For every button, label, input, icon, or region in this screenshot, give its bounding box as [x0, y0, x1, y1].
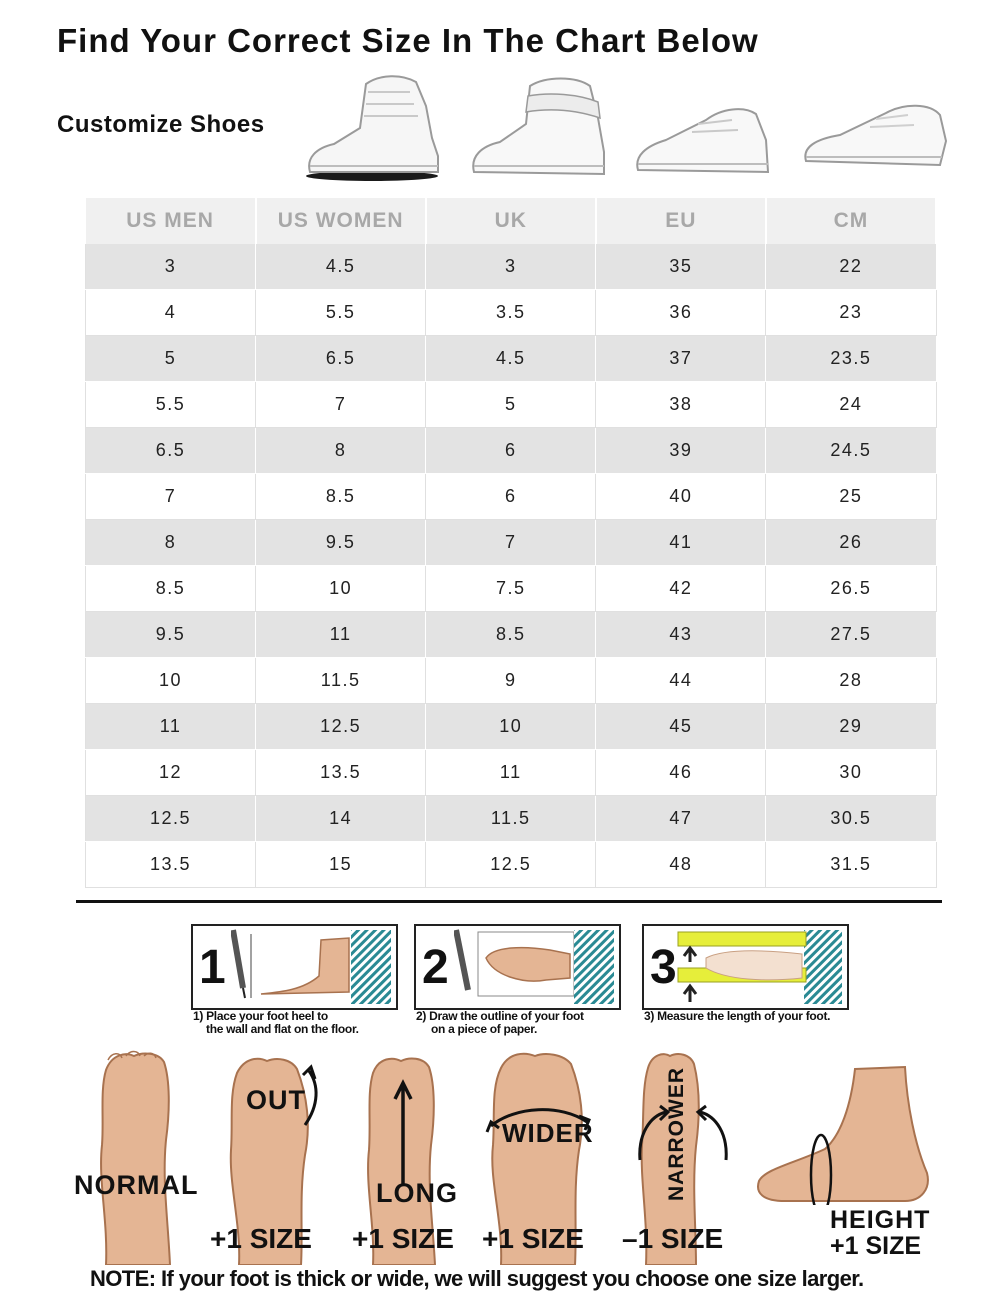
table-cell: 9.5 — [256, 520, 426, 566]
step-1-panel — [191, 924, 398, 1010]
table-row — [86, 474, 937, 520]
long-label: LONG — [376, 1178, 458, 1208]
table-row — [86, 290, 937, 336]
table-row — [86, 612, 937, 658]
table-cell: 12.5 — [426, 842, 596, 888]
table-cell: 26 — [766, 520, 936, 566]
wider-size-label: +1 SIZE — [482, 1223, 584, 1254]
foot-outline-illustration — [454, 928, 617, 1006]
table-cell: 12 — [86, 750, 256, 796]
long-size-label: +1 SIZE — [352, 1223, 454, 1254]
table-cell: 12.5 — [86, 796, 256, 842]
table-cell: 15 — [256, 842, 426, 888]
height-size-label: +1 SIZE — [830, 1232, 922, 1260]
table-cell: 9 — [426, 658, 596, 704]
table-cell: 24.5 — [766, 428, 936, 474]
table-cell: 30.5 — [766, 796, 936, 842]
table-cell: 7 — [426, 520, 596, 566]
column-header: CM — [766, 198, 936, 244]
step-2-panel — [414, 924, 621, 1010]
caption-line: 1) Place your foot heel to — [193, 1009, 328, 1023]
table-cell: 27.5 — [766, 612, 936, 658]
caption-line: 2) Draw the outline of your foot — [416, 1009, 584, 1023]
table-cell: 6.5 — [86, 428, 256, 474]
column-header: UK — [426, 198, 596, 244]
table-cell: 41 — [596, 520, 766, 566]
page-subtitle: Customize Shoes — [57, 111, 265, 138]
table-cell: 28 — [766, 658, 936, 704]
height-label: HEIGHT — [830, 1206, 931, 1234]
column-header: EU — [596, 198, 766, 244]
table-cell: 11.5 — [256, 658, 426, 704]
table-row — [86, 796, 937, 842]
height-foot-illustration — [755, 1065, 935, 1205]
velcro-high-top-image — [466, 72, 611, 184]
table-cell: 6.5 — [256, 336, 426, 382]
running-shoe-image — [800, 95, 950, 175]
table-cell: 36 — [596, 290, 766, 336]
table-cell: 8 — [86, 520, 256, 566]
out-label: OUT — [246, 1085, 306, 1115]
table-cell: 40 — [596, 474, 766, 520]
normal-foot-illustration — [96, 1050, 176, 1265]
size-chart-table — [85, 198, 937, 888]
table-cell: 42 — [596, 566, 766, 612]
table-row — [86, 428, 937, 474]
table-cell: 47 — [596, 796, 766, 842]
table-cell: 22 — [766, 244, 936, 290]
table-cell: 26.5 — [766, 566, 936, 612]
table-cell: 35 — [596, 244, 766, 290]
table-cell: 8.5 — [86, 566, 256, 612]
step-3-panel — [642, 924, 849, 1010]
table-cell: 8.5 — [256, 474, 426, 520]
step-number: 3 — [650, 941, 677, 994]
table-row — [86, 336, 937, 382]
table-cell: 6 — [426, 474, 596, 520]
table-cell: 11 — [256, 612, 426, 658]
table-cell: 48 — [596, 842, 766, 888]
table-cell: 45 — [596, 704, 766, 750]
table-row — [86, 704, 937, 750]
caption-line: on a piece of paper. — [431, 1022, 538, 1036]
narrower-label: NARROWER — [665, 1067, 688, 1201]
step-number: 1 — [199, 941, 226, 994]
table-row — [86, 658, 937, 704]
table-cell: 8 — [256, 428, 426, 474]
table-cell: 43 — [596, 612, 766, 658]
section-divider — [76, 900, 942, 903]
table-cell: 39 — [596, 428, 766, 474]
table-header-row — [86, 198, 937, 244]
table-cell: 12.5 — [256, 704, 426, 750]
caption-line: 3) Measure the length of your foot. — [644, 1009, 831, 1023]
table-cell: 11 — [86, 704, 256, 750]
table-cell: 11.5 — [426, 796, 596, 842]
table-cell: 11 — [426, 750, 596, 796]
page-title: Find Your Correct Size In The Chart Below — [57, 22, 759, 59]
column-header: US WOMEN — [256, 198, 426, 244]
table-cell: 38 — [596, 382, 766, 428]
table-row — [86, 566, 937, 612]
table-cell: 46 — [596, 750, 766, 796]
table-cell: 10 — [256, 566, 426, 612]
table-row — [86, 244, 937, 290]
table-row — [86, 750, 937, 796]
table-cell: 37 — [596, 336, 766, 382]
table-cell: 9.5 — [86, 612, 256, 658]
table-cell: 3.5 — [426, 290, 596, 336]
column-header: US MEN — [86, 198, 256, 244]
narrower-size-label: –1 SIZE — [622, 1223, 724, 1254]
table-cell: 10 — [426, 704, 596, 750]
normal-label: NORMAL — [74, 1170, 199, 1200]
table-cell: 14 — [256, 796, 426, 842]
table-cell: 8.5 — [426, 612, 596, 658]
table-cell: 4.5 — [426, 336, 596, 382]
table-cell: 5.5 — [256, 290, 426, 336]
table-cell: 3 — [86, 244, 256, 290]
table-cell: 29 — [766, 704, 936, 750]
low-top-sneaker-image — [632, 90, 772, 182]
table-row — [86, 520, 937, 566]
wider-label: WIDER — [502, 1118, 594, 1148]
high-top-sneaker-image — [300, 72, 445, 184]
step-1-caption — [193, 1010, 359, 1036]
table-cell: 44 — [596, 658, 766, 704]
table-cell: 23.5 — [766, 336, 936, 382]
step-number: 2 — [422, 941, 449, 994]
sizing-note: NOTE: If your foot is thick or wide, we will suggest you choose one size larger. — [90, 1266, 864, 1291]
step-2-caption — [416, 1010, 584, 1036]
table-cell: 7 — [86, 474, 256, 520]
step-3-caption — [644, 1010, 830, 1023]
table-row — [86, 382, 937, 428]
table-cell: 5 — [426, 382, 596, 428]
table-cell: 30 — [766, 750, 936, 796]
table-cell: 5 — [86, 336, 256, 382]
table-cell: 6 — [426, 428, 596, 474]
table-cell: 3 — [426, 244, 596, 290]
table-cell: 24 — [766, 382, 936, 428]
table-row — [86, 842, 937, 888]
table-cell: 25 — [766, 474, 936, 520]
foot-against-wall-illustration — [231, 928, 394, 1006]
table-cell: 4.5 — [256, 244, 426, 290]
table-cell: 5.5 — [86, 382, 256, 428]
table-cell: 10 — [86, 658, 256, 704]
table-cell: 23 — [766, 290, 936, 336]
out-size-label: +1 SIZE — [210, 1223, 312, 1254]
caption-line: the wall and flat on the floor. — [206, 1022, 359, 1036]
table-cell: 13.5 — [256, 750, 426, 796]
table-cell: 31.5 — [766, 842, 936, 888]
table-cell: 7 — [256, 382, 426, 428]
measure-foot-illustration — [676, 928, 845, 1006]
table-cell: 7.5 — [426, 566, 596, 612]
table-cell: 4 — [86, 290, 256, 336]
table-cell: 13.5 — [86, 842, 256, 888]
